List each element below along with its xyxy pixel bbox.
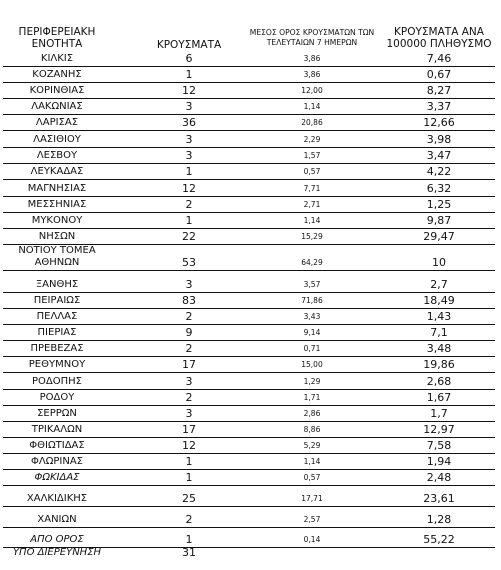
cell-avg7: 3,86 [303,54,321,63]
table-row [3,490,495,507]
cell-region: ΚΟΡΙΝΘΙΑΣ [29,85,85,96]
table-row [3,130,495,148]
cell-per100k: 19,86 [423,358,455,371]
cell-avg7: 3,43 [303,312,321,321]
cell-cases: 2 [185,513,193,526]
cell-avg7: 2,71 [303,200,321,209]
cell-avg7: 20,86 [301,118,323,127]
cell-region: ΤΡΙΚΑΛΩΝ [31,424,83,435]
cell-region: ΞΑΝΘΗΣ [35,279,79,290]
table-row [3,66,495,83]
cell-per100k: 7,46 [426,52,452,65]
cell-cases: 1 [185,68,193,81]
cell-region: ΛΑΡΙΣΑΣ [35,117,79,128]
cell-avg7: 64,29 [301,258,323,267]
cell-region: ΜΕΣΣΗΝΙΑΣ [27,199,87,210]
cell-region: ΡΟΔΟΥ [39,392,75,403]
table-row [3,469,495,486]
table-row [3,421,495,438]
cell-cases: 2 [185,342,193,355]
table-row [3,244,495,271]
cell-cases: 12 [182,84,196,97]
cell-cases: 1 [185,455,193,468]
cell-per100k: 1,67 [426,391,452,404]
cell-region: ΛΕΣΒΟΥ [36,150,78,161]
cell-region: ΚΙΛΚΙΣ [40,53,74,64]
cell-region: ΦΛΩΡΙΝΑΣ [31,456,83,467]
table-row [3,308,495,325]
cell-avg7: 0,57 [303,473,321,482]
cell-avg7: 1,14 [303,216,321,225]
cell-region: ΜΥΚΟΝΟΥ [31,215,83,226]
table-row [3,228,495,245]
cell-region: ΑΠΟ ΟΡΟΣ [30,534,84,545]
cell-per100k: 7,58 [426,439,452,452]
table-row [3,356,495,373]
cell-region: ΠΡΕΒΕΖΑΣ [30,343,84,354]
table-row [3,372,495,390]
cell-region: ΦΘΙΩΤΙΔΑΣ [29,440,85,451]
cell-region: ΚΟΖΑΝΗΣ [32,69,82,80]
table-row [3,389,495,406]
cell-per100k: 3,37 [426,100,452,113]
cell-per100k: 10 [432,256,446,269]
table-row [3,340,495,357]
cell-avg7: 7,71 [303,184,321,193]
cell-cases: 1 [185,471,193,484]
cell-per100k: 7,1 [430,326,448,339]
header-cases: ΚΡΟΥΣΜΑΤΑ [156,39,222,51]
table-row [3,276,495,293]
cell-region: ΠΙΕΡΙΑΣ [37,327,77,338]
header-avg-7-days: ΜΕΣΟΣ ΟΡΟΣ ΚΡΟΥΣΜΑΤΩΝ ΤΩΝ ΤΕΛΕΥΤΑΙΩΝ 7 ΗΜΕΡΩΝ [249,28,375,47]
cell-per100k: 2,48 [426,471,452,484]
cell-per100k: 2,7 [430,278,448,291]
cell-per100k: 3,47 [426,149,452,162]
cell-cases: 1 [185,533,193,546]
cell-per100k: 8,27 [426,84,452,97]
cell-region: ΛΑΣΙΘΙΟΥ [33,134,81,145]
table-row [3,82,495,99]
header-cases-per-100k: ΚΡΟΥΣΜΑΤΑ ΑΝΑ 100000 ΠΛΗΘΥΣΜΟ [386,26,492,50]
table-row [3,98,495,115]
table-row [3,212,495,229]
cell-per100k: 3,98 [426,133,452,146]
cell-avg7: 17,71 [301,494,323,503]
cell-per100k: 23,61 [423,492,455,505]
cell-region: ΡΟΔΟΠΗΣ [32,376,82,387]
cell-avg7: 1,29 [303,377,321,386]
cell-cases: 3 [185,375,193,388]
cell-cases: 3 [185,133,193,146]
cell-avg7: 3,86 [303,70,321,79]
cell-per100k: 3,48 [426,342,452,355]
cell-per100k: 1,43 [426,310,452,323]
cell-region: ΠΕΙΡΑΙΩΣ [33,295,81,306]
table-row [3,510,495,528]
cell-per100k: 12,97 [423,423,455,436]
cell-per100k: 55,22 [423,533,455,546]
cell-per100k: 9,87 [426,214,452,227]
cell-per100k: 18,49 [423,294,455,307]
cell-per100k: 4,22 [426,165,452,178]
cell-cases: 9 [185,326,193,339]
cell-per100k: 1,94 [426,455,452,468]
cell-cases: 53 [182,256,196,269]
table-row [3,437,495,454]
table-row [3,547,495,560]
cell-avg7: 1,14 [303,102,321,111]
cell-avg7: 1,14 [303,457,321,466]
cell-cases: 12 [182,439,196,452]
cell-region: ΛΑΚΩΝΙΑΣ [31,101,83,112]
cell-per100k: 0,67 [426,68,452,81]
cell-cases: 2 [185,391,193,404]
table-row [3,147,495,164]
cell-cases: 3 [185,100,193,113]
table-row [3,163,495,180]
table-row [3,530,495,548]
header-region: ΠΕΡΙΦΕΡΕΙΑΚΗ ΕΝΟΤΗΤΑ [18,26,96,50]
cell-avg7: 0,71 [303,344,321,353]
cell-avg7: 12,00 [301,86,323,95]
cell-cases: 1 [185,165,193,178]
cell-avg7: 1,71 [303,393,321,402]
cell-region: ΝΗΣΩΝ [38,231,76,242]
cell-per100k: 2,68 [426,375,452,388]
table-row [3,453,495,470]
cell-avg7: 8,86 [303,425,321,434]
cell-avg7: 3,57 [303,280,321,289]
cell-avg7: 5,29 [303,441,321,450]
cell-cases: 36 [182,116,196,129]
cell-region: ΝΟΤΙΟΥ ΤΟΜΕΑ ΑΘΗΝΩΝ [18,245,96,268]
cell-cases: 2 [185,310,193,323]
cell-region: ΡΕΘΥΜΝΟΥ [28,359,86,370]
table-row [3,179,495,197]
cell-region: ΧΑΝΙΩΝ [37,514,77,525]
cell-cases: 17 [182,358,196,371]
cell-cases: 31 [182,546,196,559]
cell-region: ΧΑΛΚΙΔΙΚΗΣ [26,493,88,504]
cell-cases: 3 [185,407,193,420]
cell-region: ΛΕΥΚΑΔΑΣ [30,166,84,177]
cell-cases: 12 [182,182,196,195]
cell-region: ΣΕΡΡΩΝ [37,408,77,419]
table-row [3,196,495,213]
cell-avg7: 9,14 [303,328,321,337]
cell-per100k: 1,28 [426,513,452,526]
cell-per100k: 29,47 [423,230,455,243]
cell-cases: 17 [182,423,196,436]
cell-per100k: 1,7 [430,407,448,420]
cell-cases: 22 [182,230,196,243]
table-row [3,405,495,422]
cell-per100k: 12,66 [423,116,455,129]
cell-avg7: 15,29 [301,232,323,241]
cell-cases: 3 [185,149,193,162]
cell-avg7: 0,14 [303,535,321,544]
cell-avg7: 0,57 [303,167,321,176]
cell-cases: 1 [185,214,193,227]
cell-cases: 25 [182,492,196,505]
cell-avg7: 2,57 [303,515,321,524]
cell-avg7: 15,00 [301,360,323,369]
table-row [3,292,495,309]
cell-avg7: 2,29 [303,135,321,144]
cell-per100k: 1,25 [426,198,452,211]
cell-cases: 3 [185,278,193,291]
cell-per100k: 6,32 [426,182,452,195]
cell-cases: 83 [182,294,196,307]
cell-avg7: 1,57 [303,151,321,160]
cell-avg7: 2,86 [303,409,321,418]
cell-cases: 2 [185,198,193,211]
cell-region: ΜΑΓΝΗΣΙΑΣ [27,183,87,194]
cell-region: ΦΩΚΙΔΑΣ [34,472,80,483]
cell-avg7: 71,86 [301,296,323,305]
cell-region: ΥΠΟ ΔΙΕΡΕΥΝΗΣΗ [12,547,102,558]
cell-cases: 6 [185,52,193,65]
table-row [3,114,495,131]
table-row [3,324,495,341]
cell-region: ΠΕΛΛΑΣ [36,311,78,322]
